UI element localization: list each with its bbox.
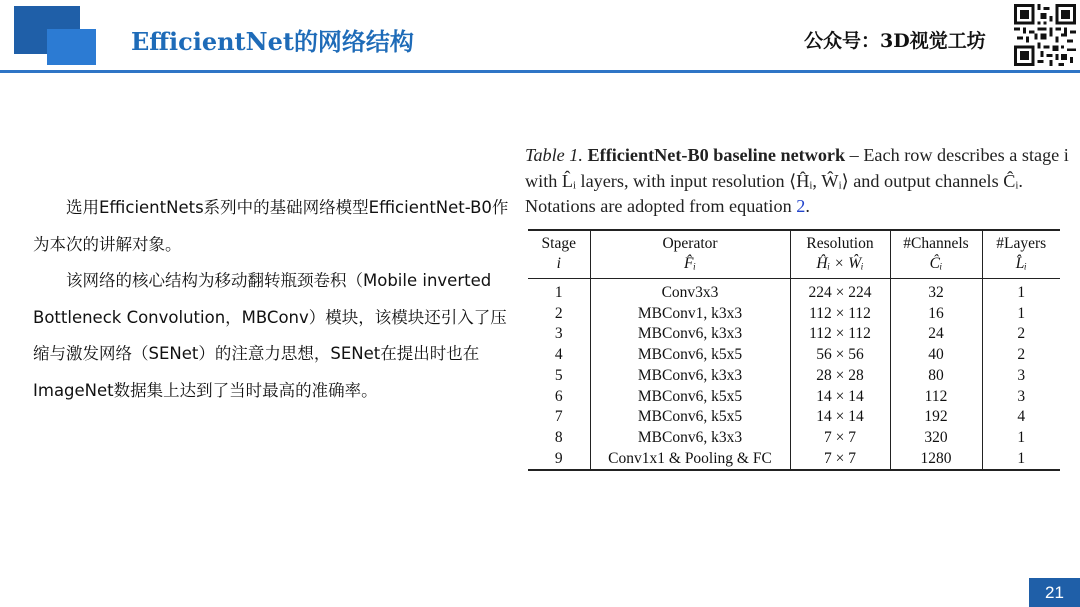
cell-layers: 1 — [982, 428, 1060, 449]
table-row — [528, 304, 1060, 325]
body-text — [33, 190, 513, 409]
cell-resolution: 112 × 112 — [790, 304, 890, 325]
cell-layers: 3 — [982, 366, 1060, 387]
cell-resolution: 7 × 7 — [790, 428, 890, 449]
table-caption — [525, 143, 1073, 220]
cell-resolution: 7 × 7 — [790, 449, 890, 471]
header-label: Stage — [541, 235, 576, 252]
paragraph-intro: 选用EfficientNets系列中的基础网络模型EfficientNet-B0作为本次的讲解对象。 — [33, 198, 509, 254]
cell-layers: 2 — [982, 345, 1060, 366]
header-label: #Channels — [903, 235, 969, 252]
table-row — [528, 345, 1060, 366]
cell-resolution: 224 × 224 — [790, 279, 890, 304]
cell-channels: 16 — [890, 304, 982, 325]
cell-operator: Conv3x3 — [590, 279, 790, 304]
logo-square-front — [47, 29, 96, 65]
cell-resolution: 56 × 56 — [790, 345, 890, 366]
cell-layers: 4 — [982, 407, 1060, 428]
cell-channels: 320 — [890, 428, 982, 449]
cell-channels: 24 — [890, 324, 982, 345]
cell-resolution: 112 × 112 — [790, 324, 890, 345]
cell-channels: 32 — [890, 279, 982, 304]
header-label: Resolution — [806, 235, 874, 252]
equation-ref-link[interactable]: 2 — [796, 196, 806, 216]
slide-title: EfficientNet的网络结构 — [131, 27, 414, 56]
header-symbol: L̂ᵢ — [1015, 255, 1027, 272]
cell-resolution: 14 × 14 — [790, 407, 890, 428]
caption-title: EfficientNet-B0 baseline network — [587, 145, 846, 165]
caption-label: Table 1. — [525, 145, 583, 165]
cell-resolution: 14 × 14 — [790, 387, 890, 408]
table-row — [528, 366, 1060, 387]
header-resolution — [790, 230, 890, 279]
header-label: #Layers — [996, 235, 1047, 252]
header-label: Operator — [662, 235, 718, 252]
header-layers — [982, 230, 1060, 279]
table-row — [528, 387, 1060, 408]
qr-code-icon — [1014, 4, 1076, 66]
cell-operator: MBConv6, k3x3 — [590, 366, 790, 387]
cell-stage: 1 — [554, 284, 563, 301]
page-number: 21 — [1029, 578, 1080, 607]
header-symbol: Ĥᵢ × Ŵᵢ — [816, 255, 864, 272]
header-symbol: Ĉᵢ — [929, 255, 943, 272]
cell-layers: 3 — [982, 387, 1060, 408]
cell-channels: 80 — [890, 366, 982, 387]
cell-channels: 40 — [890, 345, 982, 366]
table-body — [528, 279, 1060, 471]
paragraph-core-structure: 该网络的核心结构为移动翻转瓶颈卷积（Mobile inverted Bottleneck Convolution，MBConv）模块，该模块还引入了压缩与激发网络（SENet）的注意力思想，SENet在提出时也在ImageNet数据集上达到了当时最高的准确率。 — [33, 271, 507, 400]
cell-operator: MBConv6, k5x5 — [590, 387, 790, 408]
header-symbol: i — [556, 255, 561, 272]
cell-stage: 4 — [554, 346, 563, 364]
header-symbol: F̂ᵢ — [684, 255, 696, 272]
cell-stage: 8 — [554, 428, 563, 446]
table-row — [528, 407, 1060, 428]
header-divider — [0, 70, 1080, 73]
cell-stage: 6 — [554, 387, 563, 405]
cell-operator: MBConv6, k5x5 — [590, 345, 790, 366]
cell-layers: 2 — [982, 324, 1060, 345]
cell-operator: MBConv6, k3x3 — [590, 428, 790, 449]
table-header-row — [528, 230, 1060, 279]
table-row — [528, 324, 1060, 345]
header-stage — [528, 230, 590, 279]
caption-text: – Each row describes a stage i with L̂ᵢ layers, with input resolution ⟨Ĥᵢ, Ŵᵢ⟩ and output channels Ĉᵢ. Notations are adopted from equation — [525, 145, 1069, 216]
cell-stage: 5 — [554, 366, 563, 384]
cell-stage: 2 — [554, 304, 563, 322]
header-operator — [590, 230, 790, 279]
cell-operator: MBConv1, k3x3 — [590, 304, 790, 325]
cell-operator: MBConv6, k5x5 — [590, 407, 790, 428]
cell-layers: 1 — [982, 449, 1060, 471]
table-row — [528, 449, 1060, 471]
cell-stage: 3 — [554, 325, 563, 343]
account-label: 公众号：3D视觉工坊 — [804, 30, 986, 52]
table-row — [528, 428, 1060, 449]
header-channels — [890, 230, 982, 279]
cell-stage: 7 — [554, 408, 563, 426]
cell-operator: MBConv6, k3x3 — [590, 324, 790, 345]
cell-operator: Conv1x1 & Pooling & FC — [590, 449, 790, 471]
table-row — [528, 279, 1060, 304]
cell-resolution: 28 × 28 — [790, 366, 890, 387]
network-table — [528, 229, 1060, 471]
cell-channels: 112 — [890, 387, 982, 408]
cell-channels: 1280 — [890, 449, 982, 471]
cell-layers: 1 — [982, 279, 1060, 304]
cell-stage: 9 — [554, 449, 563, 467]
caption-end: . — [805, 196, 810, 216]
cell-layers: 1 — [982, 304, 1060, 325]
cell-channels: 192 — [890, 407, 982, 428]
